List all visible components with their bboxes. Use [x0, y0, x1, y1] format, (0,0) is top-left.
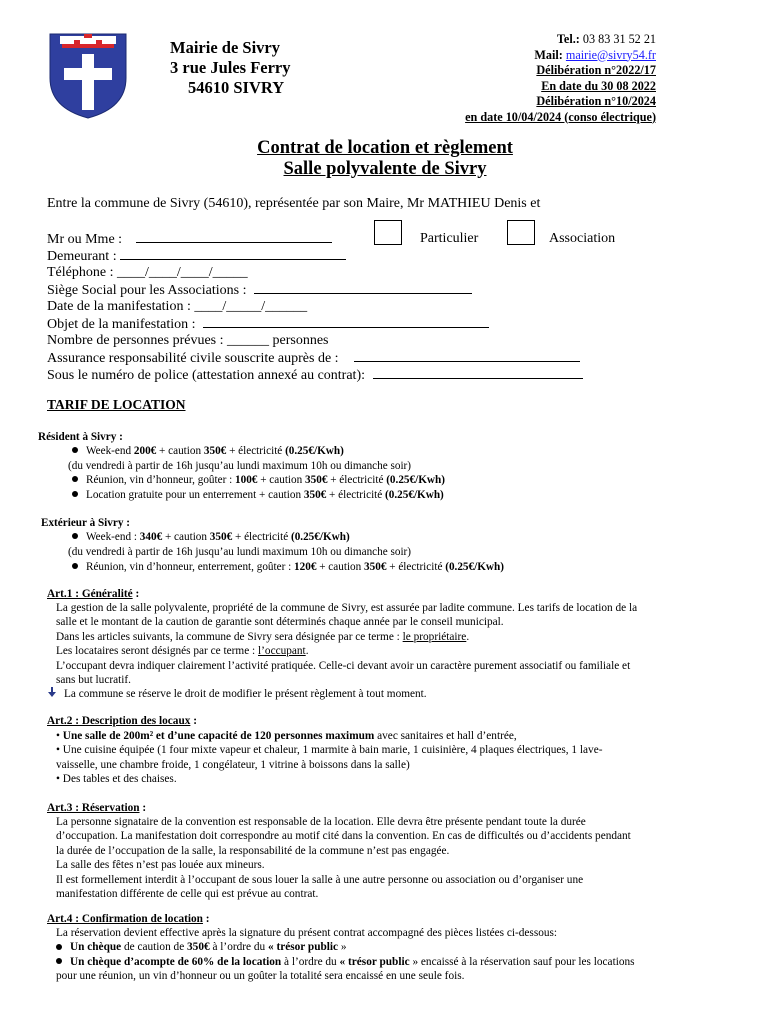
siege-line[interactable] [254, 281, 472, 294]
mail-link[interactable]: mairie@sivry54.fr [565, 47, 656, 62]
mail-label: Mail: [534, 47, 563, 62]
art3-body: La personne signataire de la convention est responsable de la location. Elle devra être présente pendant toute la durée d’occupation. La manifestation doit correspondre au motif cité dans la convention. En cas de difficultés ou d’accidents pendant la durée de l’occupation de la salle, la responsabilité de la commune n’est pas engagée. La salle des fêtes n’est pas louée aux mineurs. Il est formellement interdit à l’occupant de sous louer la salle à une autre personne ou association ou d’organiser une manifestation différente de celle qui est prévue au contrat. [56, 816, 631, 901]
nombre-blank[interactable]: ______ [227, 333, 270, 348]
tarif-heading: TARIF DE LOCATION [47, 397, 186, 412]
objet-field[interactable] [47, 315, 489, 334]
resident-enterrement: Location gratuite pour un enterrement + caution 350€ + électricité (0.25€/Kwh) [72, 488, 444, 503]
coat-of-arms-logo [48, 30, 128, 120]
siege-field[interactable] [47, 281, 472, 300]
tel-value: 03 83 31 52 21 [582, 32, 656, 46]
particulier-checkbox[interactable] [374, 220, 402, 245]
mairie-name: Mairie de Sivry [170, 38, 280, 57]
art2-title: Art.2 : Description des locaux : [47, 715, 197, 727]
date-manif-field[interactable]: Date de la manifestation : ____/_____/______ [47, 299, 308, 314]
art4-body: La réservation devient effective après la signature du présent contrat accompagné des pièces listées ci-dessous: Un chèque de caution de 350€ à l’ordre du « trésor public » Un chèque d’acompte de 60% de la location à l’ordre du « trésor public » encaissé à la réservation sauf pour les locations pour une réunion, un vin d’honneur ou un goûter la totalité sera encaissé en une seule fois. [56, 927, 635, 983]
art1-title: Art.1 : Généralité : [47, 588, 140, 600]
exterieur-weekend-note: (du vendredi à partir de 16h jusqu’au lundi maximum 10h ou dimanche soir) [68, 546, 412, 558]
assurance-field[interactable] [47, 349, 580, 368]
resident-heading: Résident à Sivry : [38, 431, 123, 443]
police-label: Sous le numéro de police (attestation annexé au contrat): [47, 368, 366, 383]
siege-label: Siège Social pour les Associations : [47, 283, 247, 298]
contact-block [465, 32, 656, 125]
art1-body: La gestion de la salle polyvalente, propriété de la commune de Sivry, est assurée par ladite commune. Les tarifs de location de la salle et le montant de la caution de garantie sont déterminés chaque année par le conseil municipal. Dans les articles suivants, la commune de Sivry sera désignée par ce terme : le propriétaire. Les locataires seront désignés par ce terme : l’occupant. L’occupant devra indiquer clairement l’activité pratiquée. Celle-ci devant avoir un caractère purement associatif ou familiale et sans but lucratif. [56, 602, 638, 687]
police-line[interactable] [373, 366, 583, 379]
resident-reunion: Réunion, vin d’honneur, goûter : 100€ + caution 350€ + électricité (0.25€/Kwh) [72, 473, 445, 488]
intro-text: Entre la commune de Sivry (54610), représentée par son Maire, Mr MATHIEU Denis et [47, 196, 541, 211]
bullet-icon [72, 476, 78, 482]
bullet-icon: • [56, 773, 63, 786]
resident-weekend-note: (du vendredi à partir de 16h jusqu’au lundi maximum 10h ou dimanche soir) [68, 460, 412, 472]
deliberation-2: Délibération n°10/2024 [536, 94, 656, 108]
association-checkbox[interactable] [507, 220, 535, 245]
objet-label: Objet de la manifestation : [47, 317, 196, 332]
assurance-label: Assurance responsabilité civile souscrite auprès de : [47, 351, 339, 366]
date-1: En date du 30 08 2022 [541, 78, 656, 93]
exterieur-heading: Extérieur à Sivry : [41, 517, 130, 529]
exterieur-weekend: Week-end : 340€ + caution 350€ + électricité (0.25€/Kwh) [72, 530, 350, 545]
address-street: 3 rue Jules Ferry [170, 58, 291, 77]
art1-reserve: La commune se réserve le droit de modifier le présent règlement à tout moment. [64, 688, 427, 700]
bullet-icon [72, 533, 78, 539]
telephone-field[interactable]: Téléphone : ____/____/____/_____ [47, 265, 248, 280]
bullet-icon [56, 944, 62, 950]
nombre-field[interactable] [47, 332, 329, 350]
bullet-icon [72, 491, 78, 497]
resident-weekend: Week-end 200€ + caution 350€ + électricité (0.25€/Kwh) [72, 444, 344, 459]
bullet-icon: • [56, 744, 63, 757]
exterieur-reunion: Réunion, vin d’honneur, enterrement, goûter : 120€ + caution 350€ + électricité (0.25€/Kwh) [72, 560, 504, 575]
arrow-down-bullet-icon [46, 686, 58, 698]
deliberation-1: Délibération n°2022/17 [536, 63, 656, 77]
date-2: en date 10/04/2024 (conso électrique) [465, 109, 656, 124]
nombre-label: Nombre de personnes prévues : [47, 333, 224, 348]
art3-title: Art.3 : Réservation : [47, 802, 147, 814]
mairie-address-block [170, 38, 291, 98]
tel-label: Tel.: [556, 32, 580, 46]
bullet-icon: • [56, 730, 63, 742]
association-label: Association [549, 231, 616, 246]
mr-mme-label: Mr ou Mme : [47, 232, 123, 247]
mr-mme-field[interactable] [47, 230, 332, 249]
police-field[interactable] [47, 366, 583, 385]
page-subtitle: Salle polyvalente de Sivry [283, 159, 487, 179]
personnes-label: personnes [272, 333, 329, 348]
demeurant-field[interactable] [47, 247, 346, 266]
demeurant-line[interactable] [120, 247, 346, 260]
bullet-icon [72, 447, 78, 453]
demeurant-label: Demeurant : [47, 249, 117, 264]
objet-line[interactable] [203, 315, 489, 328]
art4-title: Art.4 : Confirmation de location : [47, 913, 210, 925]
mr-mme-line[interactable] [136, 230, 332, 243]
address-city: 54610 SIVRY [188, 78, 285, 97]
page-title: Contrat de location et règlement [257, 138, 513, 158]
art2-body: • Une salle de 200m² et d’une capacité de 120 personnes maximum avec sanitaires et hall d’entrée, • Une cuisine équipée (1 four mixte vapeur et chaleur, 1 marmite à bain marie, 1 cuisinière, 4 plaques électriques, 1 lave- vaisselle, une chambre froide, 1 congélateur, 1 vitrine à boissons dans la salle) • Des tables et des chaises. [56, 730, 603, 786]
bullet-icon [56, 958, 62, 964]
bullet-icon [72, 563, 78, 569]
assurance-line[interactable] [354, 349, 580, 362]
particulier-label: Particulier [420, 231, 479, 246]
